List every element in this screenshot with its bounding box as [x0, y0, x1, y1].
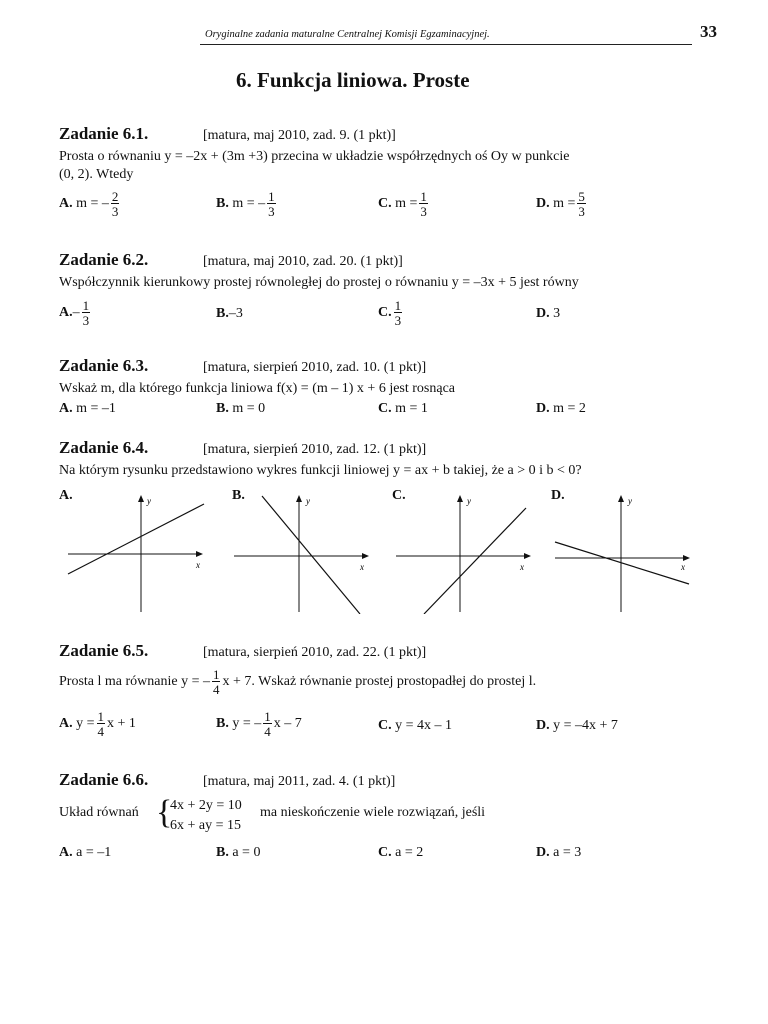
answer-option: D. y = –4x + 7 [536, 718, 618, 733]
system-brace: { [156, 794, 173, 831]
answer-option: A. m = –1 [59, 401, 116, 416]
answer-option: C. $\frac{1}{3}$ [378, 298, 402, 328]
x-axis-label: x [196, 560, 200, 570]
task-text: Prosta l ma równanie y = – $\frac{1}{4}$ x + 7. Wskaż równanie prostej prostopadłej do prostej l. [59, 667, 537, 697]
task-name: Zadanie 6.5. [59, 641, 149, 660]
equation-1: 4x + 2y = 10 [170, 798, 242, 813]
answer-option: A. y = $\frac{1}{4}$ x + 1 [59, 709, 136, 739]
graph-c [394, 494, 534, 614]
answer-option: B. m = – $\frac{1}{3}$ [216, 189, 275, 219]
y-axis-arrow-icon [457, 495, 463, 502]
answer-option: C. a = 2 [378, 845, 424, 860]
graph-line [555, 542, 689, 584]
x-axis-label: x [681, 562, 685, 572]
y-axis-arrow-icon [138, 495, 144, 502]
graph-line [68, 504, 204, 574]
x-axis-arrow-icon [683, 555, 690, 561]
graph-line [262, 496, 360, 614]
answer-option: D. m = $\frac{5}{3}$ [536, 189, 585, 219]
header-rule [200, 44, 692, 45]
task-text-post: ma nieskończenie wiele rozwiązań, jeśli [260, 805, 486, 820]
task-name: Zadanie 6.4. [59, 438, 149, 457]
y-axis-label: y [306, 496, 310, 506]
answer-option: B. m = 0 [216, 401, 266, 416]
task-6-3-heading [59, 356, 426, 376]
task-text: (0, 2). Wtedy [59, 167, 134, 182]
task-text: Na którym rysunku przedstawiono wykres funkcji liniowej y = ax + b takiej, że a > 0 i b < 0? [59, 463, 582, 478]
task-name: Zadanie 6.3. [59, 356, 149, 375]
chapter-title: 6. Funkcja liniowa. Proste [236, 68, 470, 92]
answer-option: C. m = 1 [378, 401, 428, 416]
x-axis-arrow-icon [362, 553, 369, 559]
answer-option: C. m = $\frac{1}{3}$ [378, 189, 427, 219]
x-axis-label: x [520, 562, 524, 572]
answer-option: B.–3 [216, 306, 243, 321]
answer-option: D. a = 3 [536, 845, 582, 860]
task-text-pre: Układ równań [59, 805, 139, 820]
task-6-1-heading [59, 124, 396, 144]
answer-option: D. m = 2 [536, 401, 586, 416]
graph-a [66, 494, 206, 614]
task-text: Wskaż m, dla którego funkcja liniowa f(x) = (m – 1) x + 6 jest rosnąca [59, 381, 456, 396]
graph-label-b: B. [232, 488, 245, 503]
graph-line [424, 508, 526, 614]
x-axis-label: x [360, 562, 364, 572]
answer-option: B. a = 0 [216, 845, 261, 860]
graph-label-c: C. [392, 488, 406, 503]
task-source: [matura, sierpień 2010, zad. 10. (1 pkt)] [203, 360, 427, 375]
y-axis-label: y [147, 496, 151, 506]
task-name: Zadanie 6.1. [59, 124, 149, 143]
running-header: Oryginalne zadania maturalne Centralnej Komisji Egzaminacyjnej. [205, 29, 490, 40]
x-axis-arrow-icon [196, 551, 203, 557]
graph-label-d: D. [551, 488, 565, 503]
task-name: Zadanie 6.2. [59, 250, 149, 269]
task-source: [matura, maj 2011, zad. 4. (1 pkt)] [203, 774, 396, 789]
equation-system [170, 796, 242, 836]
answer-option: A.– $\frac{1}{3}$ [59, 298, 90, 328]
y-axis-label: y [467, 496, 471, 506]
task-6-6-heading [59, 770, 395, 790]
task-6-4-heading [59, 438, 426, 458]
task-6-2-heading [59, 250, 403, 270]
task-text: Prosta o równaniu y = –2x + (3m +3) przecina w układzie współrzędnych oś Oy w punkcie [59, 149, 570, 164]
page-number: 33 [700, 22, 717, 41]
equation-2: 6x + ay = 15 [170, 818, 242, 833]
task-source: [matura, maj 2010, zad. 20. (1 pkt)] [203, 254, 403, 269]
graph-b [232, 494, 372, 614]
y-axis-arrow-icon [296, 495, 302, 502]
graph-d [553, 494, 693, 614]
y-axis-label: y [628, 496, 632, 506]
task-6-5-heading [59, 641, 426, 661]
y-axis-arrow-icon [618, 495, 624, 502]
answer-option: D. 3 [536, 306, 561, 321]
task-name: Zadanie 6.6. [59, 770, 149, 789]
task-source: [matura, maj 2010, zad. 9. (1 pkt)] [203, 128, 396, 143]
answer-option: A. a = –1 [59, 845, 112, 860]
task-source: [matura, sierpień 2010, zad. 22. (1 pkt)] [203, 645, 427, 660]
answer-option: B. y = – $\frac{1}{4}$ x – 7 [216, 709, 302, 739]
answer-option: C. y = 4x – 1 [378, 718, 453, 733]
task-text: Współczynnik kierunkowy prostej równoległej do prostej o równaniu y = –3x + 5 jest równy [59, 275, 579, 290]
graph-label-a: A. [59, 488, 73, 503]
answer-option: A. m = – $\frac{2}{3}$ [59, 189, 119, 219]
x-axis-arrow-icon [524, 553, 531, 559]
task-source: [matura, sierpień 2010, zad. 12. (1 pkt)] [203, 442, 427, 457]
